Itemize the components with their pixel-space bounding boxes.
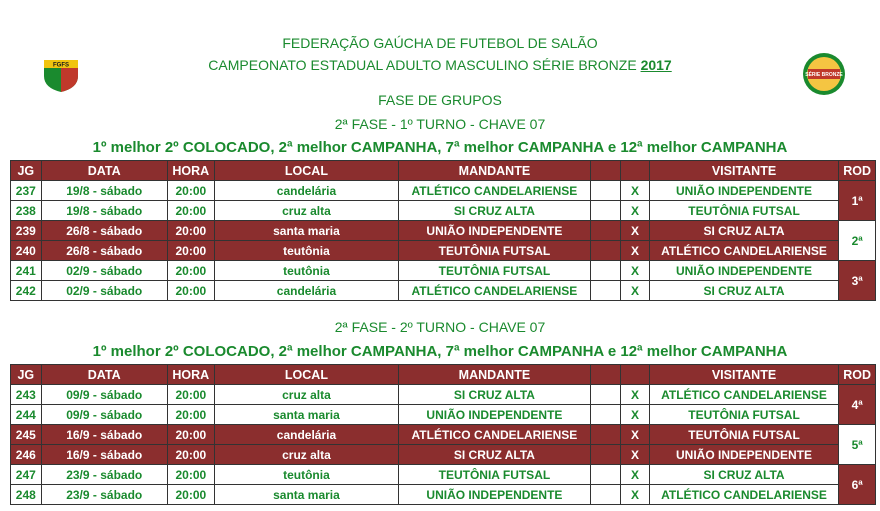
- cell-mandante: SI CRUZ ALTA: [399, 445, 591, 465]
- table-row: [11, 445, 876, 465]
- table-row: [11, 465, 876, 485]
- cell-visitante: ATLÉTICO CANDELARIENSE: [649, 241, 839, 261]
- logo-left-text: FGFS: [53, 62, 69, 69]
- cell-hora: 20:00: [167, 261, 214, 281]
- cell-versus: X: [621, 261, 650, 281]
- cell-data: 19/8 - sábado: [41, 201, 167, 221]
- cell-local: santa maria: [214, 405, 398, 425]
- cell-jg: 245: [11, 425, 42, 445]
- logo-right-text: SÉRIE BRONZE: [805, 72, 843, 78]
- cell-data: 02/9 - sábado: [41, 261, 167, 281]
- cell-jg: 238: [11, 201, 42, 221]
- cell-mandante: TEUTÔNIA FUTSAL: [399, 241, 591, 261]
- cell-hora: 20:00: [167, 465, 214, 485]
- section-1-subtitle: 1º melhor 2º COLOCADO, 2ª melhor CAMPANHA, 7ª melhor CAMPANHA e 12ª melhor CAMPANHA: [92, 139, 788, 156]
- col-blank: [590, 365, 621, 385]
- col-blank: [621, 365, 650, 385]
- table-header-row: [11, 161, 876, 181]
- cell-local: santa maria: [214, 485, 398, 505]
- cell-visitante: SI CRUZ ALTA: [649, 465, 839, 485]
- cell-blank: [590, 485, 621, 505]
- table-row: [11, 241, 876, 261]
- cell-data: 23/9 - sábado: [41, 485, 167, 505]
- cell-jg: 241: [11, 261, 42, 281]
- cell-hora: 20:00: [167, 281, 214, 301]
- cell-versus: X: [621, 181, 650, 201]
- cell-versus: X: [621, 465, 650, 485]
- cell-jg: 244: [11, 405, 42, 425]
- cell-versus: X: [621, 221, 650, 241]
- federation-title: FEDERAÇÃO GAÚCHA DE FUTEBOL DE SALÃO: [282, 35, 598, 51]
- cell-mandante: SI CRUZ ALTA: [399, 385, 591, 405]
- cell-hora: 20:00: [167, 485, 214, 505]
- cell-data: 09/9 - sábado: [41, 385, 167, 405]
- cell-local: santa maria: [214, 221, 398, 241]
- cell-visitante: UNIÃO INDEPENDENTE: [649, 181, 839, 201]
- cell-jg: 246: [11, 445, 42, 465]
- cell-mandante: UNIÃO INDEPENDENTE: [399, 485, 591, 505]
- phase-title: FASE DE GRUPOS: [378, 92, 502, 108]
- championship-year: 2017: [640, 57, 672, 73]
- cell-mandante: UNIÃO INDEPENDENTE: [399, 405, 591, 425]
- cell-rod: 4ª: [839, 385, 876, 425]
- cell-hora: 20:00: [167, 405, 214, 425]
- cell-local: teutônia: [214, 261, 398, 281]
- cell-blank: [590, 465, 621, 485]
- cell-rod: 6ª: [839, 465, 876, 505]
- cell-mandante: UNIÃO INDEPENDENTE: [399, 221, 591, 241]
- table-row: [11, 261, 876, 281]
- cell-data: 26/8 - sábado: [41, 221, 167, 241]
- cell-data: 02/9 - sábado: [41, 281, 167, 301]
- cell-hora: 20:00: [167, 425, 214, 445]
- cell-blank: [590, 241, 621, 261]
- cell-mandante: ATLÉTICO CANDELARIENSE: [399, 425, 591, 445]
- col-rod: ROD: [839, 161, 876, 181]
- cell-mandante: SI CRUZ ALTA: [399, 201, 591, 221]
- cell-blank: [590, 405, 621, 425]
- cell-mandante: ATLÉTICO CANDELARIENSE: [399, 281, 591, 301]
- cell-visitante: TEUTÔNIA FUTSAL: [649, 201, 839, 221]
- col-hora: HORA: [167, 161, 214, 181]
- col-local: LOCAL: [214, 365, 398, 385]
- cell-jg: 240: [11, 241, 42, 261]
- table-row: [11, 201, 876, 221]
- col-blank: [621, 161, 650, 181]
- cell-versus: X: [621, 445, 650, 465]
- cell-hora: 20:00: [167, 221, 214, 241]
- cell-blank: [590, 385, 621, 405]
- cell-data: 09/9 - sábado: [41, 405, 167, 425]
- table-header-row: [11, 365, 876, 385]
- col-rod: ROD: [839, 365, 876, 385]
- cell-mandante: TEUTÔNIA FUTSAL: [399, 261, 591, 281]
- cell-visitante: ATLÉTICO CANDELARIENSE: [649, 385, 839, 405]
- col-data: DATA: [41, 161, 167, 181]
- cell-versus: X: [621, 281, 650, 301]
- cell-local: candelária: [214, 281, 398, 301]
- cell-blank: [590, 181, 621, 201]
- cell-jg: 247: [11, 465, 42, 485]
- cell-hora: 20:00: [167, 385, 214, 405]
- cell-jg: 242: [11, 281, 42, 301]
- championship-name: CAMPEONATO ESTADUAL ADULTO MASCULINO SÉRIE BRONZE: [208, 57, 637, 73]
- cell-blank: [590, 201, 621, 221]
- table-row: [11, 425, 876, 445]
- cell-blank: [590, 425, 621, 445]
- cell-jg: 239: [11, 221, 42, 241]
- table-row: [11, 485, 876, 505]
- cell-data: 26/8 - sábado: [41, 241, 167, 261]
- cell-data: 16/9 - sábado: [41, 445, 167, 465]
- championship-title: [0, 57, 880, 73]
- col-data: DATA: [41, 365, 167, 385]
- cell-hora: 20:00: [167, 445, 214, 465]
- cell-rod: 5ª: [839, 425, 876, 465]
- col-hora: HORA: [167, 365, 214, 385]
- cell-visitante: SI CRUZ ALTA: [649, 221, 839, 241]
- cell-local: candelária: [214, 425, 398, 445]
- cell-hora: 20:00: [167, 201, 214, 221]
- section-1-title: 2ª FASE - 1º TURNO - CHAVE 07: [334, 116, 546, 132]
- cell-mandante: TEUTÔNIA FUTSAL: [399, 465, 591, 485]
- cell-visitante: UNIÃO INDEPENDENTE: [649, 261, 839, 281]
- cell-blank: [590, 261, 621, 281]
- col-mandante: MANDANTE: [399, 161, 591, 181]
- cell-blank: [590, 221, 621, 241]
- col-blank: [590, 161, 621, 181]
- cell-visitante: ATLÉTICO CANDELARIENSE: [649, 485, 839, 505]
- cell-local: cruz alta: [214, 385, 398, 405]
- cell-data: 19/8 - sábado: [41, 181, 167, 201]
- table-row: [11, 221, 876, 241]
- cell-rod: 1ª: [839, 181, 876, 221]
- cell-jg: 248: [11, 485, 42, 505]
- cell-local: cruz alta: [214, 445, 398, 465]
- section-2-subtitle: 1º melhor 2º COLOCADO, 2ª melhor CAMPANHA, 7ª melhor CAMPANHA e 12ª melhor CAMPANHA: [92, 343, 788, 360]
- cell-versus: X: [621, 241, 650, 261]
- schedule-table-1: [10, 160, 876, 301]
- cell-local: teutônia: [214, 465, 398, 485]
- cell-versus: X: [621, 201, 650, 221]
- table-row: [11, 281, 876, 301]
- col-jg: JG: [11, 365, 42, 385]
- cell-blank: [590, 445, 621, 465]
- table-row: [11, 181, 876, 201]
- table-row: [11, 405, 876, 425]
- cell-hora: 20:00: [167, 181, 214, 201]
- cell-jg: 237: [11, 181, 42, 201]
- cell-mandante: ATLÉTICO CANDELARIENSE: [399, 181, 591, 201]
- cell-data: 23/9 - sábado: [41, 465, 167, 485]
- col-visitante: VISITANTE: [649, 365, 839, 385]
- cell-visitante: TEUTÔNIA FUTSAL: [649, 405, 839, 425]
- cell-versus: X: [621, 405, 650, 425]
- cell-local: candelária: [214, 181, 398, 201]
- cell-visitante: UNIÃO INDEPENDENTE: [649, 445, 839, 465]
- cell-blank: [590, 281, 621, 301]
- schedule-table-2: [10, 364, 876, 505]
- cell-visitante: SI CRUZ ALTA: [649, 281, 839, 301]
- col-mandante: MANDANTE: [399, 365, 591, 385]
- cell-rod: 2ª: [839, 221, 876, 261]
- cell-jg: 243: [11, 385, 42, 405]
- cell-versus: X: [621, 385, 650, 405]
- section-2-title: 2ª FASE - 2º TURNO - CHAVE 07: [334, 319, 546, 335]
- cell-versus: X: [621, 485, 650, 505]
- cell-hora: 20:00: [167, 241, 214, 261]
- table-row: [11, 385, 876, 405]
- col-local: LOCAL: [214, 161, 398, 181]
- cell-data: 16/9 - sábado: [41, 425, 167, 445]
- col-visitante: VISITANTE: [649, 161, 839, 181]
- cell-visitante: TEUTÔNIA FUTSAL: [649, 425, 839, 445]
- cell-local: cruz alta: [214, 201, 398, 221]
- cell-versus: X: [621, 425, 650, 445]
- cell-rod: 3ª: [839, 261, 876, 301]
- col-jg: JG: [11, 161, 42, 181]
- cell-local: teutônia: [214, 241, 398, 261]
